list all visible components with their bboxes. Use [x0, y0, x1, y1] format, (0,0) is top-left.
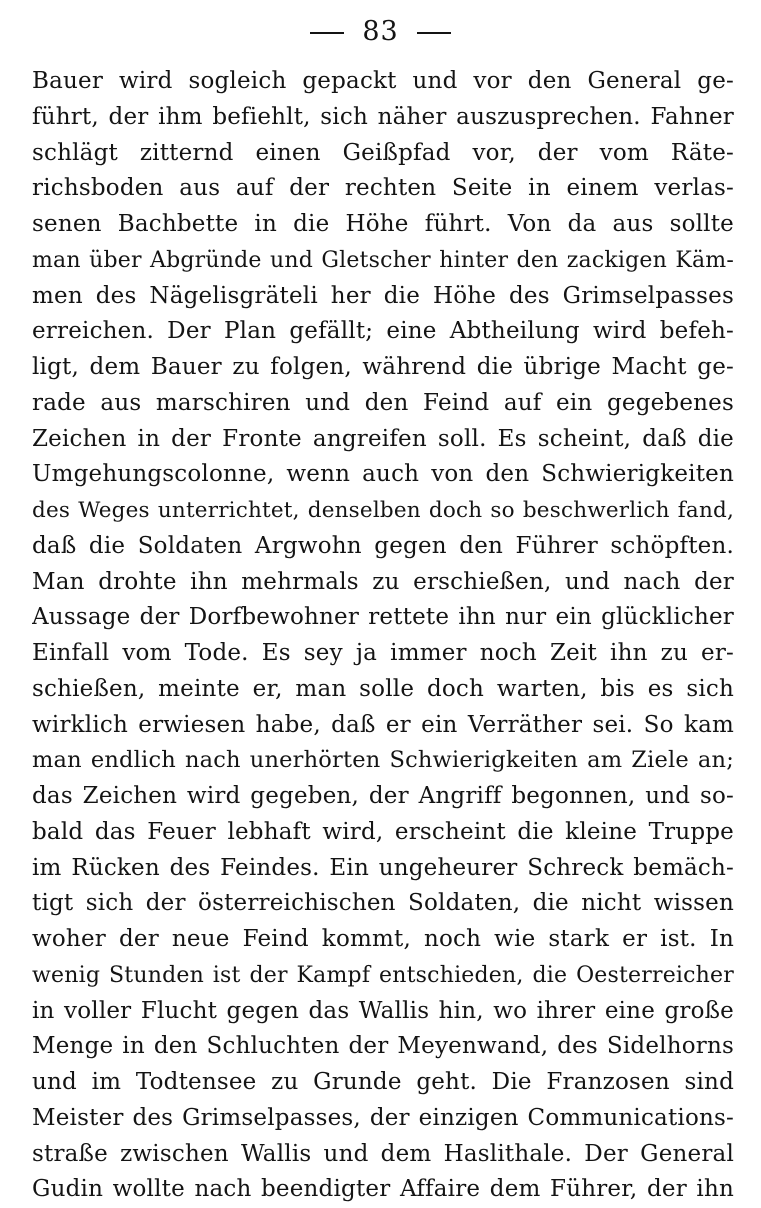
- header-dash-left: [310, 32, 344, 34]
- text-line: man endlich nach unerhörten Schwierigkeiten am Ziele an;: [32, 747, 734, 774]
- text-line: bald das Feuer lebhaft wird, erscheint die kleine Truppe: [32, 818, 734, 845]
- header-dash-right: [417, 32, 451, 34]
- text-line: richsboden aus auf der rechten Seite in einem verlas-: [32, 175, 734, 202]
- text-line: Menge in den Schluchten der Meyenwand, des Sidelhorns: [32, 1033, 734, 1060]
- text-line: das Zeichen wird gegeben, der Angriff begonnen, und so-: [32, 783, 734, 809]
- text-line: Umgehungscolonne, wenn auch von den Schwierigkeiten: [32, 461, 734, 488]
- text-line: des Weges unterrichtet, denselben doch so beschwerlich fand,: [32, 498, 734, 523]
- text-line: wenig Stunden ist der Kampf entschieden, die Oesterreicher: [32, 962, 734, 988]
- text-line: wirklich erwiesen habe, daß er ein Verräther sei. So kam: [32, 711, 734, 738]
- text-line: ligt, dem Bauer zu folgen, während die übrige Macht ge-: [32, 354, 734, 380]
- text-line: Einfall vom Tode. Es sey ja immer noch Zeit ihn zu er-: [32, 640, 734, 666]
- text-line: Bauer wird sogleich gepackt und vor den General ge-: [32, 68, 734, 94]
- text-line: im Rücken des Feindes. Ein ungeheurer Schreck bemäch-: [32, 854, 734, 881]
- text-line: man über Abgründe und Gletscher hinter den zackigen Käm-: [32, 247, 734, 273]
- text-line: Meister des Grimselpasses, der einzigen Communications-: [32, 1104, 734, 1131]
- text-line: men des Nägelisgräteli her die Höhe des Grimselpasses: [32, 282, 734, 309]
- text-line: woher der neue Feind kommt, noch wie stark er ist. In: [32, 926, 734, 952]
- page-header: [0, 14, 761, 50]
- text-line: führt, der ihm befiehlt, sich näher auszusprechen. Fahner: [32, 103, 734, 130]
- text-line: straße zwischen Wallis und dem Haslithale. Der General: [32, 1140, 734, 1167]
- text-line: rade aus marschiren und den Feind auf ein gegebenes: [32, 389, 734, 416]
- text-line: in voller Flucht gegen das Wallis hin, wo ihrer eine große: [32, 997, 734, 1024]
- text-line: Man drohte ihn mehrmals zu erschießen, und nach der: [32, 568, 734, 595]
- text-line: Aussage der Dorfbewohner rettete ihn nur ein glücklicher: [32, 604, 734, 631]
- text-line: schlägt zitternd einen Geißpfad vor, der vom Räte-: [32, 139, 734, 166]
- text-line: schießen, meinte er, man solle doch warten, bis es sich: [32, 675, 734, 702]
- text-line: erreichen. Der Plan gefällt; eine Abtheilung wird befeh-: [32, 318, 734, 345]
- text-line: Zeichen in der Fronte angreifen soll. Es scheint, daß die: [32, 425, 734, 452]
- text-line: daß die Soldaten Argwohn gegen den Führer schöpften.: [32, 532, 734, 559]
- body-text: [32, 64, 734, 1208]
- text-line: und im Todtensee zu Grunde geht. Die Franzosen sind: [32, 1069, 734, 1095]
- text-line: senen Bachbette in die Höhe führt. Von da aus sollte: [32, 211, 734, 237]
- page-number: 83: [362, 16, 399, 47]
- text-line: tigt sich der österreichischen Soldaten, die nicht wissen: [32, 890, 734, 917]
- text-line: Gudin wollte nach beendigter Affaire dem Führer, der ihn: [32, 1176, 734, 1203]
